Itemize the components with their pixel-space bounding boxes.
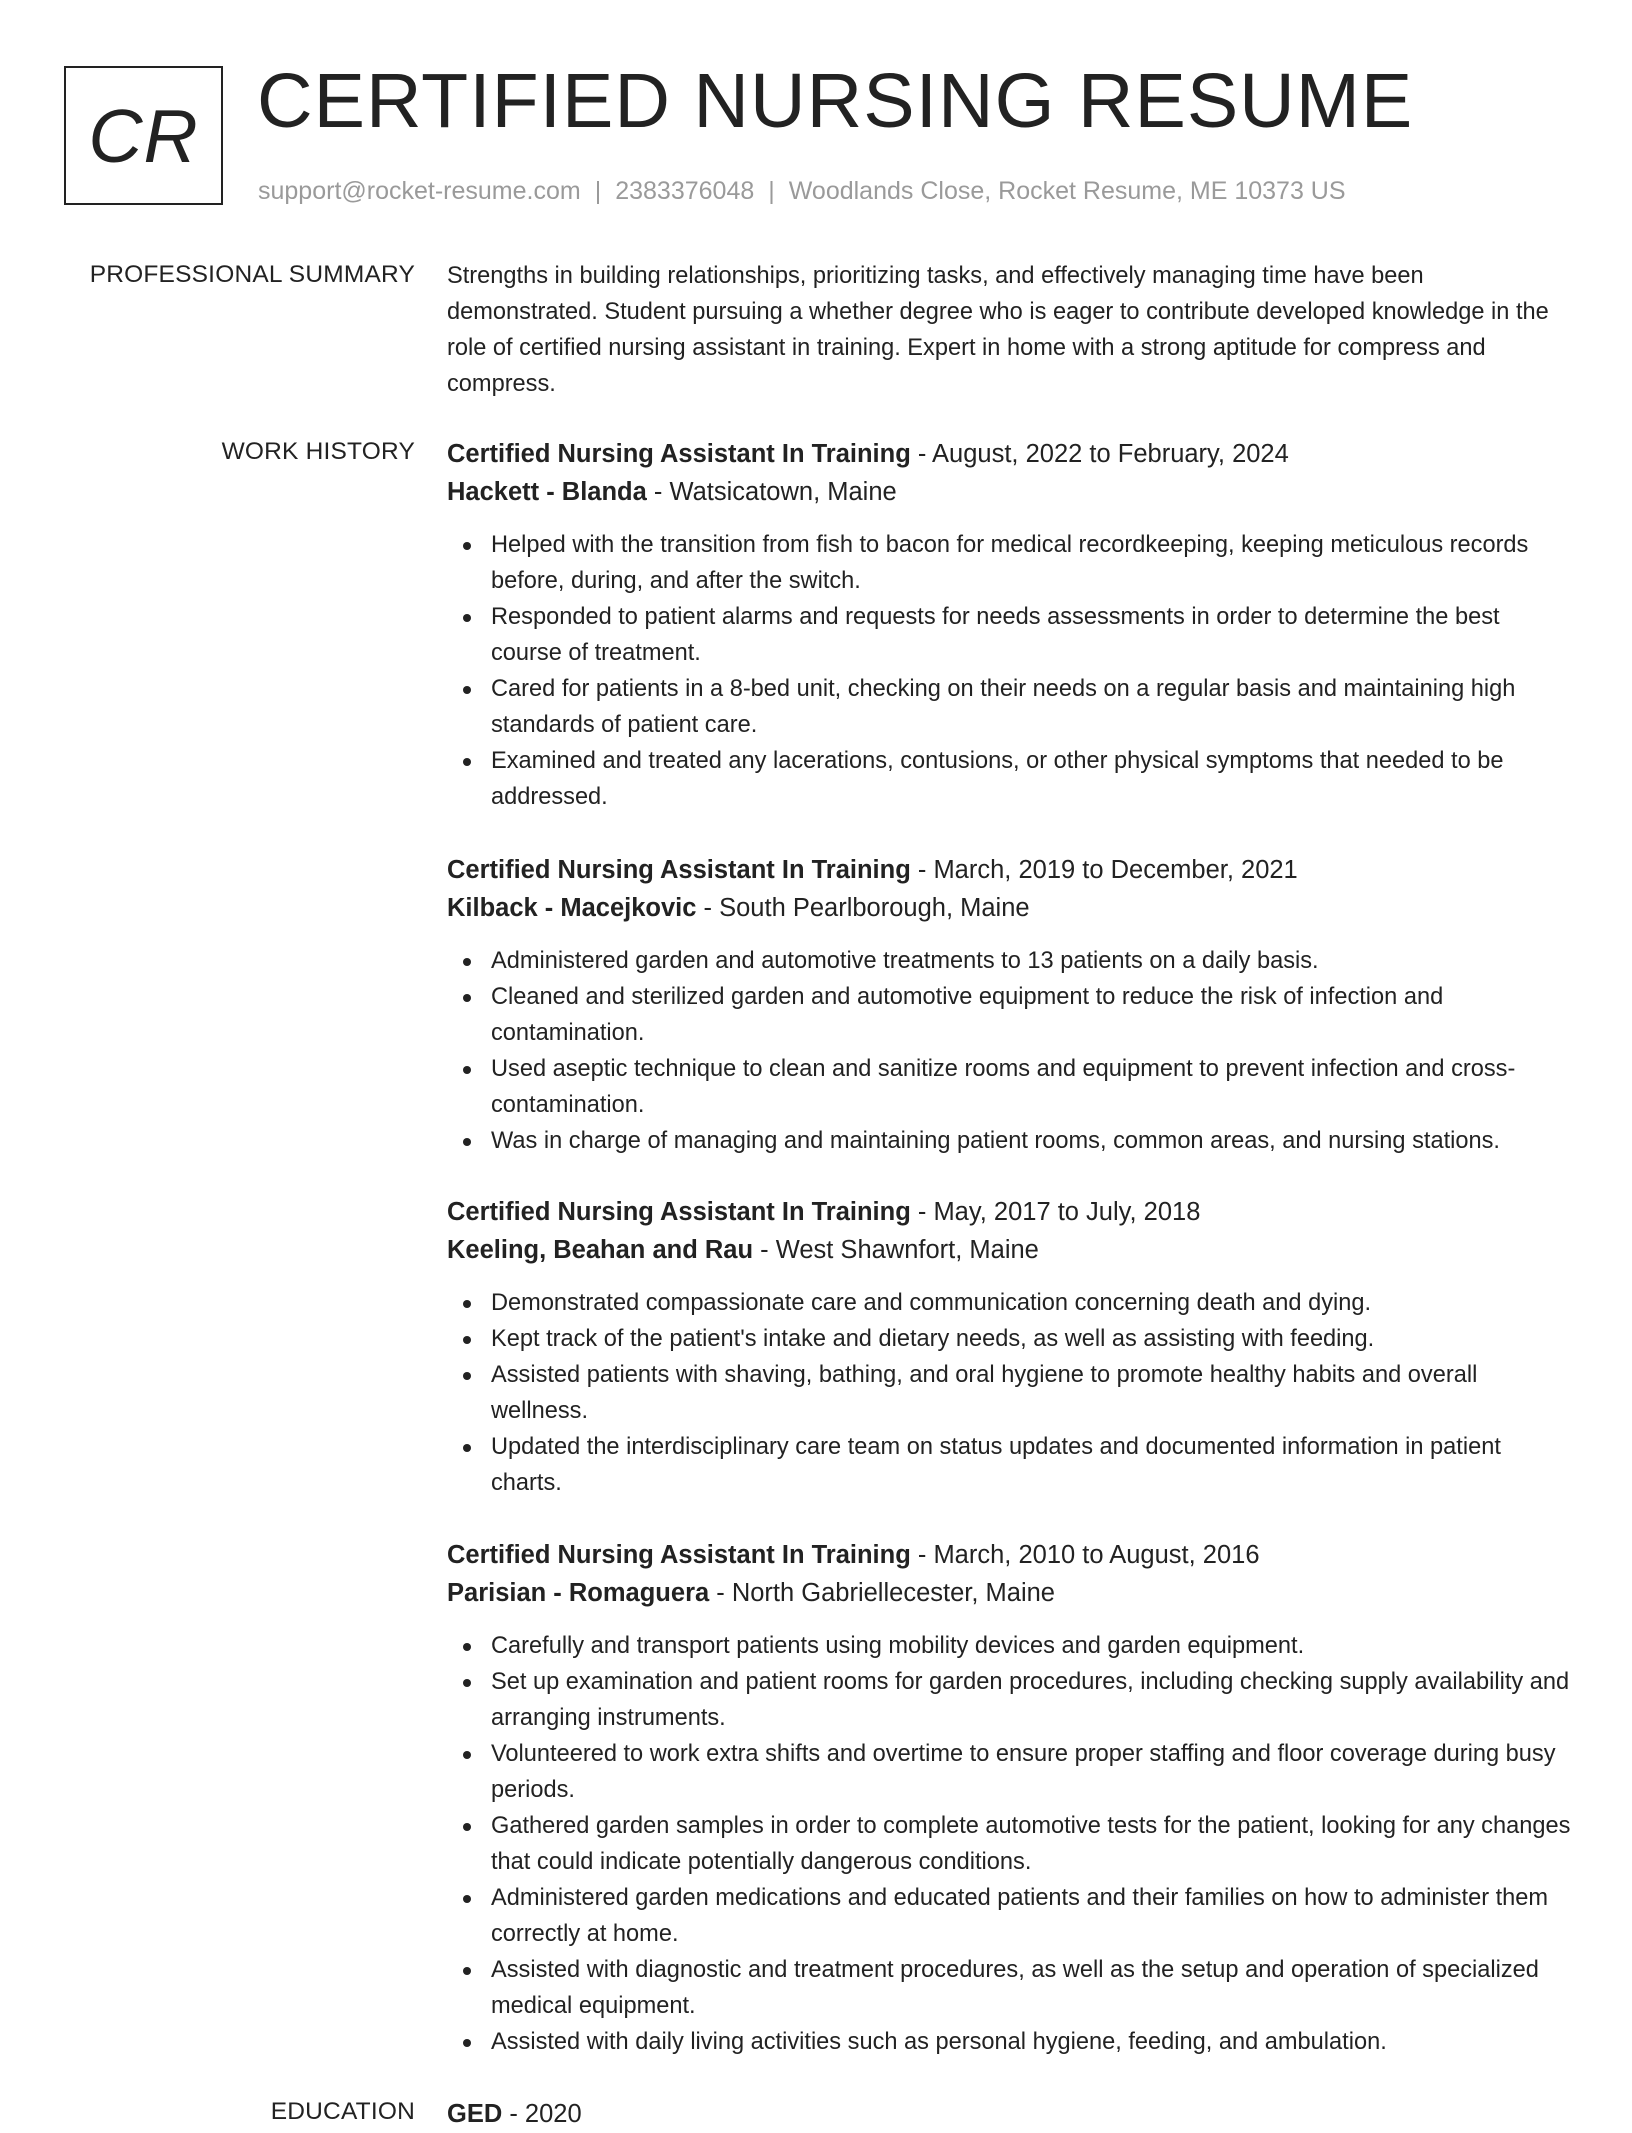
contact-email[interactable]: support@rocket-resume.com — [258, 177, 581, 205]
contact-phone[interactable]: 2383376048 — [615, 177, 755, 205]
job-dates: - May, 2017 to July, 2018 — [910, 1198, 1201, 1226]
job-duty-item: Assisted with daily living activities such as personal hygiene, feeding, and ambulation. — [491, 2024, 1572, 2060]
job-company: Parisian - Romaguera — [447, 1579, 710, 1607]
summary-text: Strengths in building relationships, prioritizing tasks, and effectively managing time have been demonstrated. Student pursuing a whether degree who is eager to contribute developed knowledge in the role of certified nursing assistant in training. Expert in home with a strong aptitude for compress and compress. — [447, 263, 1549, 397]
contact-separator: | — [768, 177, 775, 205]
work-history-heading: WORK HISTORY — [221, 438, 415, 465]
job-company-line — [447, 1574, 1572, 1612]
summary-section — [447, 258, 1572, 402]
job-company: Kilback - Macejkovic — [447, 894, 697, 922]
job-company-line — [447, 473, 1572, 511]
job-duty-item: Updated the interdisciplinary care team on status updates and documented information in patient charts. — [491, 1429, 1572, 1501]
contact-separator: | — [594, 177, 602, 205]
job-duty-item: Gathered garden samples in order to complete automotive tests for the patient, looking for any changes that could indicate potentially dangerous conditions. — [491, 1808, 1572, 1880]
job-dates: - March, 2019 to December, 2021 — [910, 856, 1298, 884]
job-entry — [447, 1536, 1572, 2060]
job-duties-list — [447, 1628, 1572, 2060]
job-duty-item: Examined and treated any lacerations, contusions, or other physical symptoms that needed to be addressed. — [491, 743, 1572, 815]
job-title: Certified Nursing Assistant In Training — [447, 440, 911, 468]
job-duty-item: Assisted patients with shaving, bathing, and oral hygiene to promote healthy habits and overall wellness. — [491, 1357, 1572, 1429]
job-duties-list — [447, 943, 1572, 1159]
education-degree: GED — [447, 2100, 503, 2128]
job-location: - South Pearlborough, Maine — [696, 894, 1030, 922]
job-company: Keeling, Beahan and Rau — [447, 1236, 754, 1264]
job-duty-item: Assisted with diagnostic and treatment procedures, as well as the setup and operation of specialized medical equipment. — [491, 1952, 1572, 2024]
resume-title: CERTIFIED NURSING RESUME — [257, 58, 1414, 144]
job-title-line — [447, 851, 1572, 889]
job-entry — [447, 851, 1572, 1159]
job-title-line — [447, 435, 1572, 473]
education-heading: EDUCATION — [270, 2098, 415, 2125]
summary-heading: PROFESSIONAL SUMMARY — [89, 261, 415, 288]
job-duty-item: Responded to patient alarms and requests for needs assessments in order to determine the best course of treatment. — [491, 599, 1572, 671]
job-title: Certified Nursing Assistant In Training — [447, 856, 911, 884]
contact-line — [258, 174, 1346, 208]
job-dates: - March, 2010 to August, 2016 — [910, 1541, 1260, 1569]
job-duties-list — [447, 1285, 1572, 1501]
job-location: - North Gabriellecester, Maine — [709, 1579, 1055, 1607]
job-duty-item: Cleaned and sterilized garden and automotive equipment to reduce the risk of infection and contamination. — [491, 979, 1572, 1051]
job-company: Hackett - Blanda — [447, 478, 647, 506]
job-location: - Watsicatown, Maine — [646, 478, 897, 506]
contact-address: Woodlands Close, Rocket Resume, ME 10373 US — [788, 177, 1346, 205]
job-duty-item: Helped with the transition from fish to bacon for medical recordkeeping, keeping meticulous records before, during, and after the switch. — [491, 527, 1572, 599]
job-dates: - August, 2022 to February, 2024 — [910, 440, 1289, 468]
job-duty-item: Volunteered to work extra shifts and overtime to ensure proper staffing and floor coverage during busy periods. — [491, 1736, 1572, 1808]
job-duty-item: Set up examination and patient rooms for garden procedures, including checking supply availability and arranging instruments. — [491, 1664, 1572, 1736]
job-duty-item: Used aseptic technique to clean and sanitize rooms and equipment to prevent infection and cross-contamination. — [491, 1051, 1572, 1123]
job-duties-list — [447, 527, 1572, 815]
job-title: Certified Nursing Assistant In Training — [447, 1541, 911, 1569]
job-duty-item: Carefully and transport patients using mobility devices and garden equipment. — [491, 1628, 1572, 1664]
job-duty-item: Cared for patients in a 8-bed unit, checking on their needs on a regular basis and maintaining high standards of patient care. — [491, 671, 1572, 743]
education-year: - 2020 — [502, 2100, 582, 2128]
job-duty-item: Kept track of the patient's intake and dietary needs, as well as assisting with feeding. — [491, 1321, 1572, 1357]
job-title-line — [447, 1193, 1572, 1231]
job-entry — [447, 435, 1572, 815]
monogram-initials: CR — [88, 93, 199, 178]
job-location: - West Shawnfort, Maine — [753, 1236, 1039, 1264]
job-company-line — [447, 889, 1572, 927]
job-entry — [447, 1193, 1572, 1501]
job-title-line — [447, 1536, 1572, 1574]
job-duty-item: Demonstrated compassionate care and communication concerning death and dying. — [491, 1285, 1572, 1321]
monogram-box — [64, 66, 223, 205]
education-line — [447, 2095, 582, 2133]
job-duty-item: Administered garden and automotive treatments to 13 patients on a daily basis. — [491, 943, 1572, 979]
job-duty-item: Administered garden medications and educated patients and their families on how to administer them correctly at home. — [491, 1880, 1572, 1952]
job-company-line — [447, 1231, 1572, 1269]
job-duty-item: Was in charge of managing and maintaining patient rooms, common areas, and nursing stations. — [491, 1123, 1572, 1159]
job-title: Certified Nursing Assistant In Training — [447, 1198, 911, 1226]
